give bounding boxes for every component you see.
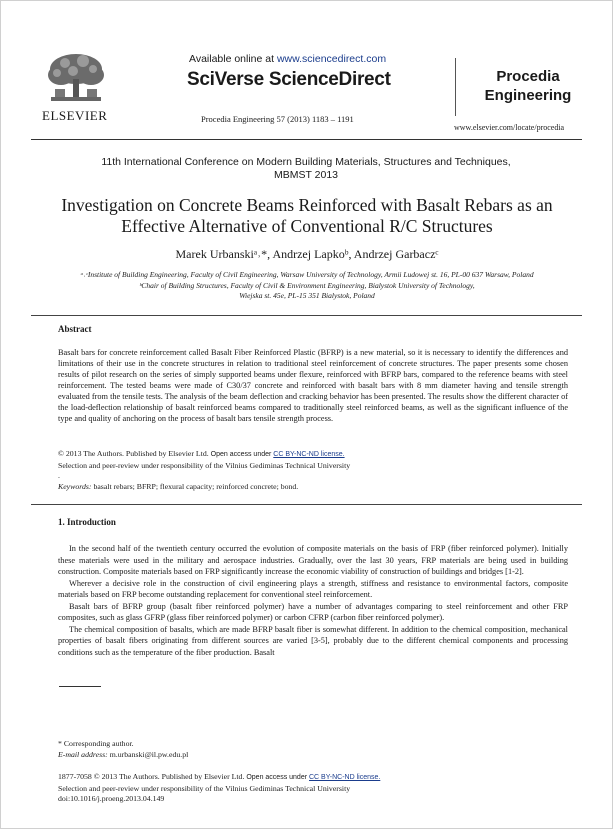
sciencedirect-link[interactable]: www.sciencedirect.com xyxy=(276,53,387,65)
separator-dot: . xyxy=(58,471,60,480)
email-label: E-mail address: xyxy=(58,749,108,759)
open-access-label: Open access under xyxy=(210,451,274,458)
affiliation-line-3: Wiejska st. 45e, PL-15 351 Bialystok, Poland xyxy=(239,291,375,300)
available-prefix: Available online at xyxy=(189,53,277,65)
author-list: Marek Urbanskiᵃ˒*, Andrzej Lapkoᵇ, Andrzej Garbaczᶜ xyxy=(175,247,439,261)
peer-review-line: Selection and peer-review under responsibility of the Vilnius Gediminas Technical University xyxy=(58,460,351,470)
keywords-line xyxy=(58,482,568,493)
platform-name: SciVerse ScienceDirect xyxy=(187,69,391,90)
license-link[interactable]: CC BY-NC-ND license. xyxy=(273,451,345,458)
abstract-top-rule xyxy=(31,315,582,316)
footer-doi[interactable]: doi:10.1016/j.proeng.2013.04.149 xyxy=(58,794,165,803)
abstract-body xyxy=(58,347,568,424)
footer-open-access: Open access under xyxy=(246,774,309,781)
copyright-block xyxy=(58,449,568,492)
footer-issn-line xyxy=(58,772,568,784)
title-line-2: Effective Alternative of Conventional R/C Structures xyxy=(121,216,493,236)
paper-title xyxy=(41,195,573,237)
elsevier-tree-logo-icon xyxy=(43,51,109,107)
keywords-text: basalt rebars; BFRP; flexural capacity; reinforced concrete; bond. xyxy=(91,481,299,491)
abstract-heading: Abstract xyxy=(58,324,92,334)
title-line-1: Investigation on Concrete Beams Reinforced with Basalt Rebars as an xyxy=(61,195,553,215)
email-line xyxy=(58,750,568,761)
keywords-label: Keywords: xyxy=(58,481,92,491)
introduction-heading: 1. Introduction xyxy=(58,517,116,527)
intro-paragraph-4: The chemical composition of basalts, which are made BFRP basalt fiber is somewhat different. In addition to the chemical composition, mechanical properties of basalt fibers originating from different sources are varied [3-5], probably due to the different chemical components and processing conditions such as the temperature of the fiber production. Basalt xyxy=(58,624,568,657)
footer-copyright: 1877-7058 © 2013 The Authors. Published by Elsevier Ltd. xyxy=(58,772,247,781)
journal-reference: Procedia Engineering 57 (2013) 1183 – 1191 xyxy=(201,114,354,124)
affiliations xyxy=(41,270,573,302)
publisher-name: ELSEVIER xyxy=(42,108,108,123)
conference-line-1: 11th International Conference on Modern Building Materials, Structures and Techniques, xyxy=(101,156,511,168)
affiliation-line-2: ᵇChair of Building Structures, Faculty of Civil & Environment Engineering, Bialystok University of Technology, xyxy=(139,280,475,290)
intro-top-rule xyxy=(31,504,582,505)
journal-url[interactable]: www.elsevier.com/locate/procedia xyxy=(454,123,565,132)
email-address[interactable]: m.urbanski@il.pw.edu.pl xyxy=(107,749,189,759)
conference-line-2: MBMST 2013 xyxy=(274,169,338,181)
page-footer xyxy=(58,772,568,805)
footnote-rule xyxy=(59,686,101,687)
copyright-text: © 2013 The Authors. Published by Elsevier Ltd. xyxy=(58,449,211,458)
introduction-body xyxy=(58,543,568,658)
conference-info xyxy=(41,156,571,182)
abstract-text: Basalt bars for concrete reinforcement called Basalt Fiber Reinforced Plastic (BFRP) is a new material, so it is necessary to identify the differences and limitations of their use in the concrete structures in relation to traditional steel reinforcement of concrete structures. The paper presents some chosen results of pilot research on the series of simply supported beams under flexure, reinforced with BFRP bars, compared to the reference beams with steel reinforcement. The tested beams were made of C30/37 concrete and reinforced with basalt bars with 8 mm diameter having and tensile strength evaluated from the tensile tests. The analysis of the beam deflection and cracking behavior has been presented. The results show the different character of the load-deflection relationship of basalt reinforced beams compared to traditionally steel reinforced beams, as well as the significant influence of the type and quality of anchoring on the process of basalt bars tensile strength process. xyxy=(58,348,568,423)
affiliation-line-1: ᵃ˒ᶜInstitute of Building Engineering, Faculty of Civil Engineering, Warsaw University of Technology, Armii Ludowej st. 16, PL-00 637 Warsaw, Poland xyxy=(80,270,534,279)
copyright-line xyxy=(58,449,568,461)
journal-name-line-2: Engineering xyxy=(484,87,572,104)
journal-name-line-1: Procedia xyxy=(496,68,560,85)
header-divider xyxy=(31,139,582,140)
footer-peer-review: Selection and peer-review under responsibility of the Vilnius Gediminas Technical University xyxy=(58,783,351,793)
footnote-block xyxy=(58,739,568,760)
intro-paragraph-3: Basalt bars of BFRP group (basalt fiber reinforced polymer) have a number of advantages comparing to steel reinforcement and other FRP composites, such as glass GFRP (glass fiber reinforced polymer) or carbon CFRP (carbon fiber reinforced polymer). xyxy=(58,601,568,622)
corresponding-author: * Corresponding author. xyxy=(58,739,134,748)
intro-paragraph-2: Wherever a decisive role in the construction of civil engineering plays a strength, stiffness and resistance to environmental factors, composite materials based on FRP become outstanding replacement for conventional steel reinforcement. xyxy=(58,578,568,599)
journal-name xyxy=(469,67,587,105)
intro-paragraph-1: In the second half of the twentieth century occurred the evolution of composite materials on the basis of FRP (fiber reinforced polymer). Initially these materials were used in the military and aerospace industries. Gradually, over the last 30 years, FRP materials are being used in building construction. Composite materials based on FRP significantly increase the economic viability of construction of buildings and bridges [1-2]. xyxy=(58,544,568,576)
availability-line xyxy=(189,53,386,65)
footer-license-link[interactable]: CC BY-NC-ND license. xyxy=(309,774,381,781)
